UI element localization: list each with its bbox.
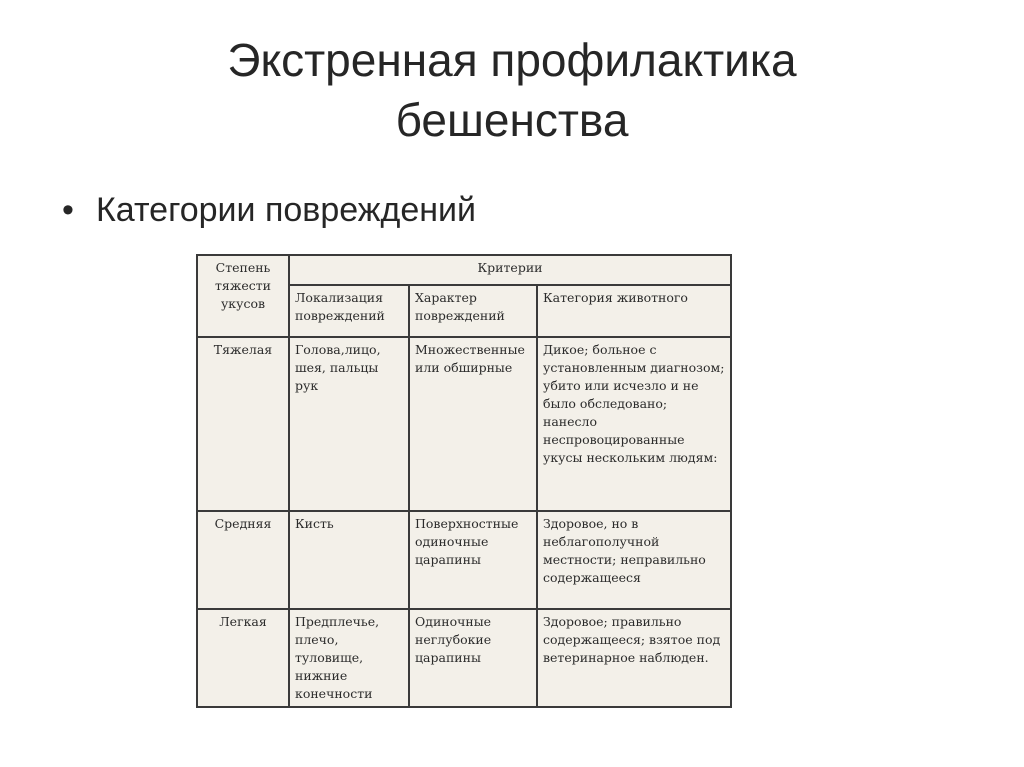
cell-character: Множественные или обширные	[409, 337, 537, 511]
cell-character: Поверхностные одиночные царапины	[409, 511, 537, 609]
header-degree: Степень тяжести укусов	[197, 255, 289, 337]
cell-degree: Легкая	[197, 609, 289, 707]
table-header-row	[197, 255, 731, 285]
slide-title-line-2: бешенства	[395, 94, 629, 146]
table-row	[197, 337, 731, 511]
cell-localization: Голова,лицо, шея, пальцы рук	[289, 337, 409, 511]
header-criteria: Критерии	[289, 255, 731, 285]
header-character: Характер повреждений	[409, 285, 537, 337]
cell-degree: Средняя	[197, 511, 289, 609]
header-animal-category: Категория животного	[537, 285, 731, 337]
bullet-text: Категории повреждений	[96, 191, 477, 229]
bullet-icon: •	[62, 191, 74, 229]
bullet-item	[62, 188, 476, 232]
slide-title-line-1: Экстренная профилактика	[227, 34, 797, 86]
header-localization: Локализация повреждений	[289, 285, 409, 337]
cell-animal: Дикое; больное с установленным диагнозом; убито или исчезло и не было обследовано; нанесло неспровоцированные укусы нескольким людям:	[537, 337, 731, 511]
cell-degree: Тяжелая	[197, 337, 289, 511]
cell-localization: Предплечье, плечо, туловище, нижние конечности	[289, 609, 409, 707]
cell-localization: Кисть	[289, 511, 409, 609]
cell-animal: Здоровое; правильно содержащееся; взятое под ветеринарное наблюден.	[537, 609, 731, 707]
injury-categories-table	[196, 254, 732, 708]
table-row	[197, 609, 731, 707]
slide-title	[0, 30, 1024, 150]
cell-animal: Здоровое, но в неблагополучной местности; неправильно содержащееся	[537, 511, 731, 609]
cell-character: Одиночные неглубокие царапины	[409, 609, 537, 707]
table-row	[197, 511, 731, 609]
scanned-table-image	[196, 254, 732, 707]
